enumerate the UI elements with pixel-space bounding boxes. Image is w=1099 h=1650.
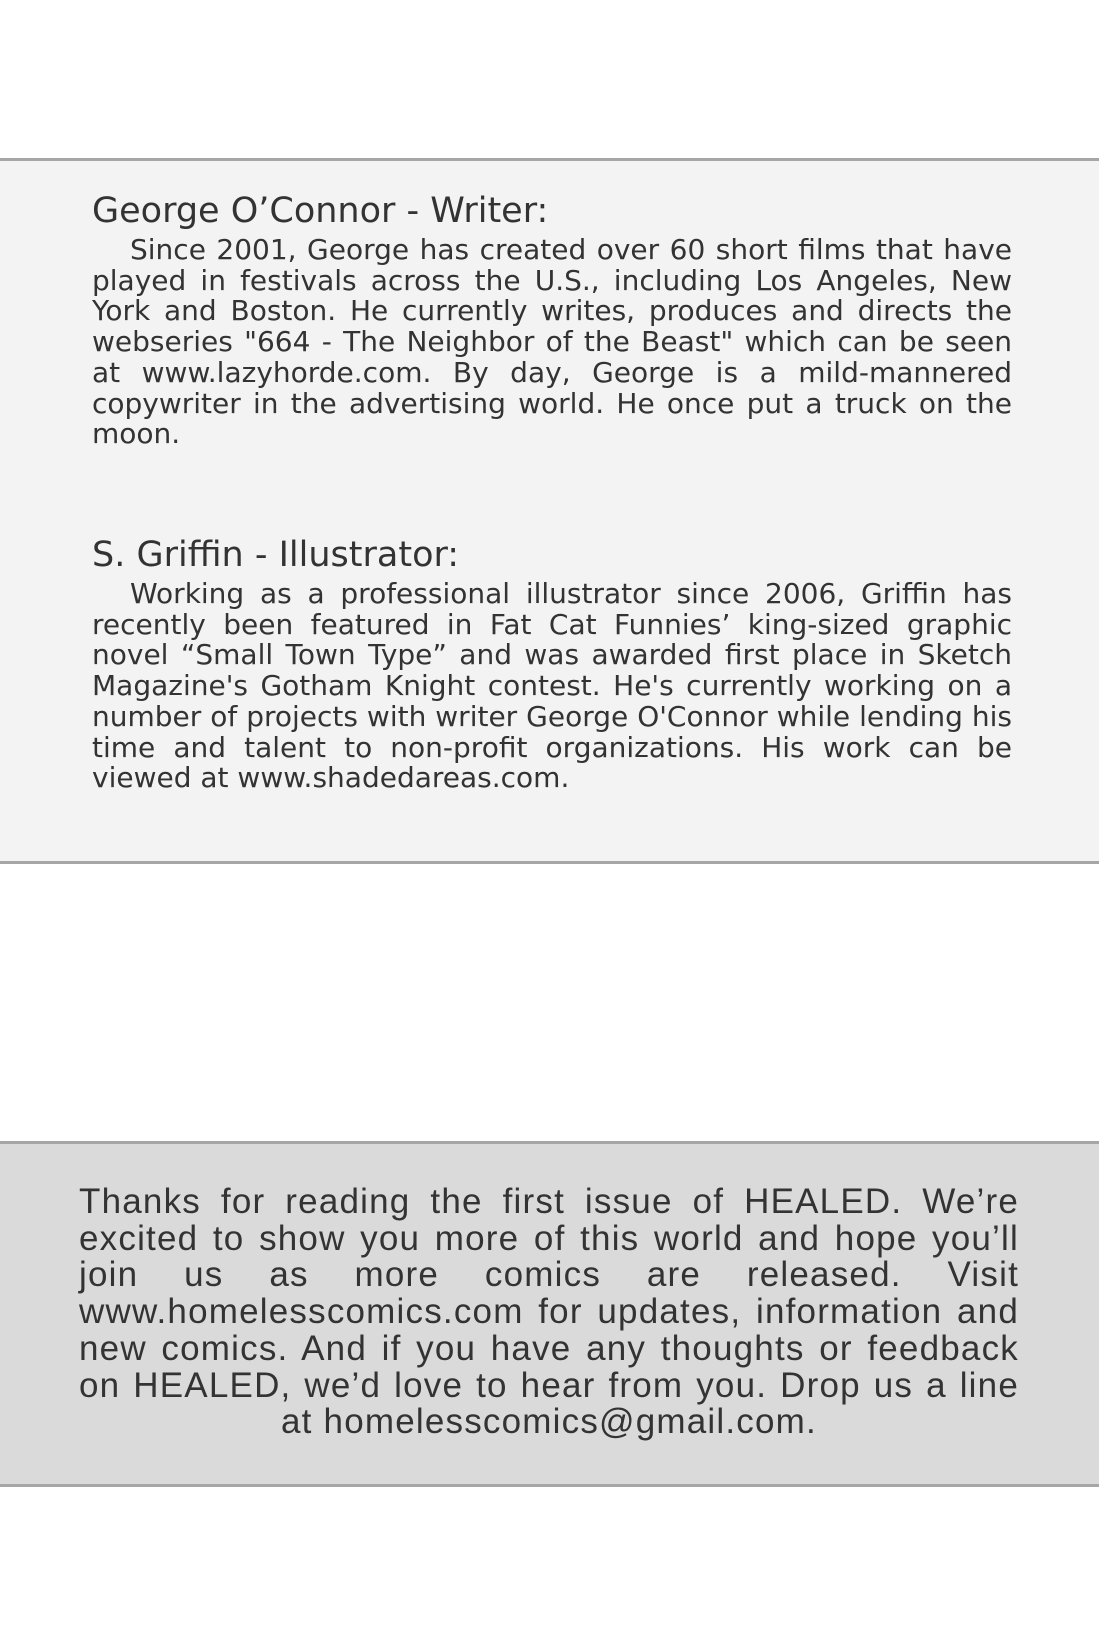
illustrator-bio-text: Working as a professional illustrator since 2006, Griffin has recently been featured in Fat Cat Funnies’ king-sized graphic novel “Small Town Type” and was awarded first place in Sketch Magazine's Gotham Knight contest. He's currently working on a number of projects with writer George O'Connor while lending his time and talent to non-profit organizations. His work can be viewed at www.shadedareas.com.: [92, 577, 1012, 795]
credits-panel: [0, 158, 1099, 864]
writer-heading: George O’Connor - Writer:: [92, 191, 549, 231]
thanks-message: Thanks for reading the first issue of HEALED. We’re excited to show you more of this world and hope you’ll join us as more comics are released. Visit www.homelesscomics.com for updates, information and new comics. And if you have any thoughts or feedback on HEALED, we’d love to hear from you. Drop us a line at homelesscomics@gmail.com.: [79, 1182, 1019, 1442]
thanks-panel: [0, 1141, 1099, 1487]
writer-bio-section: [92, 191, 1012, 450]
writer-bio-text: Since 2001, George has created over 60 short films that have played in festivals across the U.S., including Los Angeles, New York and Boston. He currently writes, produces and directs the webseries "664 - The Neighbor of the Beast" which can be seen at www.lazyhorde.com. By day, George is a mild-mannered copywriter in the advertising world. He once put a truck on the moon.: [92, 233, 1012, 451]
illustrator-heading: S. Griffin - Illustrator:: [92, 535, 460, 575]
illustrator-bio-section: [92, 535, 1012, 794]
